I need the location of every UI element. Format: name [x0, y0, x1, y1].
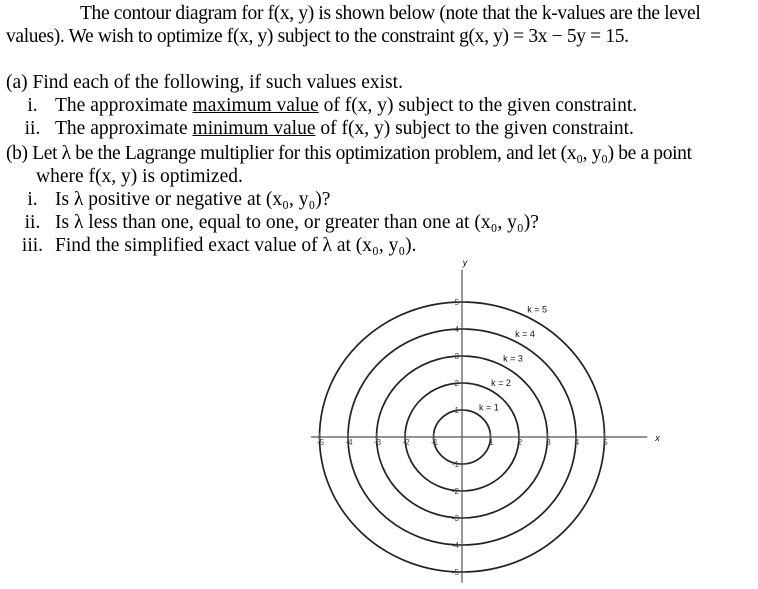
y-tick-label: -4	[451, 541, 459, 550]
contour-label-k1: k = 1	[479, 402, 499, 413]
item-text: Is λ less than one, equal to one, or greater than one at (x₀, y₀)?	[55, 212, 539, 233]
x-tick-label: 2	[517, 438, 523, 447]
x-axis-label: x	[655, 433, 660, 443]
y-tick-label: 5	[454, 298, 459, 307]
part-b-item-3	[10, 235, 417, 257]
item-underlined-term: minimum value	[192, 118, 316, 139]
y-tick-label: -5	[451, 568, 459, 577]
y-tick-label: -3	[451, 514, 459, 523]
y-tick-label: -2	[451, 487, 459, 496]
part-b-label: (b) Let λ be the Lagrange multiplier for this optimization problem, and let (x₀, y₀) be a point	[6, 143, 692, 164]
x-tick-label: 3	[546, 438, 551, 447]
y-tick-label: 2	[454, 379, 459, 388]
contour-label-k3: k = 3	[503, 353, 523, 364]
part-a-item-2	[10, 118, 634, 140]
part-a-item-1	[10, 95, 637, 117]
item-number: i.	[27, 95, 38, 116]
part-b-item-2	[10, 212, 539, 234]
x-tick-label: -2	[402, 438, 410, 447]
item-text: Find the simplified exact value of λ at (x₀, y₀).	[55, 235, 417, 256]
x-tick-label: -1	[430, 438, 439, 447]
x-tick-label: 4	[574, 438, 580, 447]
x-tick-label: -3	[373, 438, 382, 447]
contour-label-k5: k = 5	[527, 304, 547, 315]
item-number: ii.	[24, 118, 41, 139]
x-tick-label: 5	[603, 438, 608, 447]
item-number: ii.	[24, 212, 41, 233]
y-axis-label: y	[462, 257, 468, 268]
y-tick-label: 1	[454, 406, 459, 415]
part-b-label-cont: where f(x, y) is optimized.	[36, 166, 243, 187]
item-number: iii.	[21, 235, 44, 256]
intro-line-2: values). We wish to optimize f(x, y) subject to the constraint g(x, y) = 3x − 5y = 15.	[6, 26, 629, 47]
x-tick-label: 1	[489, 438, 494, 447]
item-text-pre: The approximate	[55, 95, 193, 116]
x-tick-label: -5	[316, 438, 325, 447]
item-underlined-term: maximum value	[192, 95, 319, 116]
item-text-post: of f(x, y) subject to the given constraint.	[315, 118, 634, 139]
intro-line-1: The contour diagram for f(x, y) is shown below (note that the k-values are the level	[80, 3, 701, 24]
part-b-item-1	[10, 189, 330, 211]
part-a-label: (a) Find each of the following, if such values exist.	[6, 72, 403, 93]
contour-label-k4: k = 4	[515, 329, 535, 340]
y-tick-label: 3	[454, 352, 459, 361]
contour-label-k2: k = 2	[491, 378, 511, 389]
item-text-post: of f(x, y) subject to the given constraint.	[318, 95, 638, 116]
item-text-pre: The approximate	[55, 118, 193, 139]
y-tick-label: 4	[454, 325, 459, 334]
item-number: i.	[27, 189, 38, 210]
y-tick-label: -1	[451, 460, 459, 469]
x-tick-label: -4	[345, 438, 353, 447]
contour-diagram	[300, 255, 660, 589]
item-text: Is λ positive or negative at (x₀, y₀)?	[55, 189, 331, 210]
